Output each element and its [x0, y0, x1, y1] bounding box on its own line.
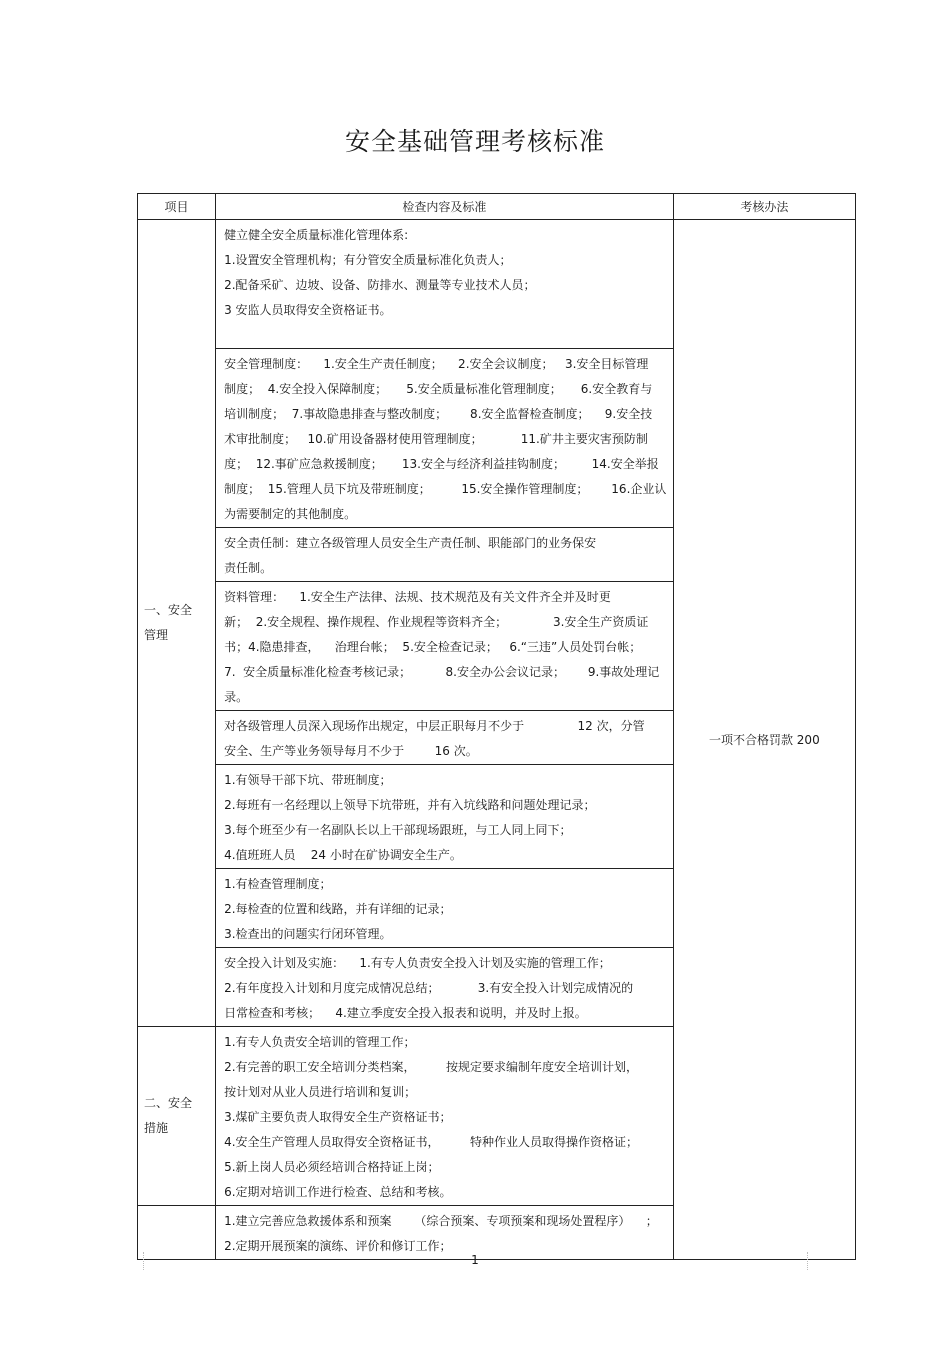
content-line: 制度； 15.管理人员下坑及带班制度； 15.安全操作管理制度； 16.企业认 — [224, 482, 667, 496]
content-line: 1.有专人负责安全培训的管理工作； — [224, 1035, 416, 1049]
content-line: 责任制。 — [224, 561, 273, 575]
content-line: 培训制度； 7.事故隐患排查与整改制度； 8.安全监督检查制度； 9.安全技 — [224, 407, 653, 421]
content-cell — [216, 582, 674, 711]
content-cell — [216, 869, 674, 948]
content-line: 2.每检查的位置和线路，并有详细的记录； — [224, 902, 452, 916]
content-line: 健立健全安全质量标准化管理体系: — [224, 228, 409, 242]
content-line: 6.定期对培训工作进行检查、总结和考核。 — [224, 1185, 452, 1199]
content-cell — [216, 349, 674, 528]
item-label: 措施 — [144, 1121, 169, 1135]
content-line: 4.安全生产管理人员取得安全资格证书， 特种作业人员取得操作资格证； — [224, 1135, 639, 1149]
content-line: 书；4.隐患排查， 治理台帐； 5.安全检查记录； 6.“三违”人员处罚台帐； — [224, 640, 642, 654]
content-cell — [216, 220, 674, 349]
content-line: 术审批制度； 10.矿用设备器材使用管理制度； 11.矿井主要灾害预防制 — [224, 432, 648, 446]
header-method: 考核办法 — [673, 194, 855, 220]
content-line: 安全管理制度： 1.安全生产责任制度； 2.安全会议制度； 3.安全目标管理 — [224, 357, 649, 371]
header-item: 项目 — [138, 194, 216, 220]
table-row — [138, 220, 856, 349]
content-line: 2.每班有一名经理以上领导下坑带班，并有入坑线路和问题处理记录； — [224, 798, 596, 812]
page-number: 1 — [471, 1253, 479, 1267]
content-line: 新； 2.安全规程、操作规程、作业规程等资料齐全； 3.安全生产资质证 — [224, 615, 649, 629]
header-content: 检查内容及标准 — [216, 194, 674, 220]
content-line: 安全责任制：建立各级管理人员安全生产责任制、职能部门的业务保安 — [224, 536, 597, 550]
content-line: 2.配备采矿、边坡、设备、防排水、测量等专业技术人员； — [224, 278, 536, 292]
content-line: 对各级管理人员深入现场作出规定，中层正职每月不少于 12 次，分管 — [224, 719, 645, 733]
content-line: 4.值班班人员 24 小时在矿协调安全生产。 — [224, 848, 462, 862]
item-cell — [138, 1206, 216, 1260]
item-cell — [138, 220, 216, 1027]
item-label: 管理 — [144, 628, 169, 642]
content-line: 1.建立完善应急救援体系和预案 （综合预案、专项预案和现场处置程序） ； — [224, 1214, 658, 1228]
content-cell — [216, 1206, 674, 1260]
content-line: 录。 — [224, 690, 249, 704]
content-line: 7. 安全质量标准化检查考核记录； 8.安全办公会议记录； 9.事故处理记 — [224, 665, 660, 679]
content-line: 1.有领导干部下坑、带班制度； — [224, 773, 392, 787]
content-line: 3.检查出的问题实行闭环管理。 — [224, 927, 392, 941]
content-line: 日常检查和考核； 4.建立季度安全投入报表和说明，并及时上报。 — [224, 1006, 587, 1020]
item-label: 一、安全 — [144, 603, 193, 617]
content-cell — [216, 711, 674, 765]
content-line: 3.每个班至少有一名副队长以上干部现场跟班，与工人同上同下； — [224, 823, 572, 837]
assessment-table — [137, 193, 856, 1260]
content-line: 为需要制定的其他制度。 — [224, 507, 357, 521]
content-line: 2.定期开展预案的演练、评价和修订工作； — [224, 1239, 452, 1253]
content-line: 制度； 4.安全投入保障制度； 5.安全质量标准化管理制度； 6.安全教育与 — [224, 382, 653, 396]
content-line: 按计划对从业人员进行培训和复训； — [224, 1085, 417, 1099]
content-line: 1.设置安全管理机构；有分管安全质量标准化负责人； — [224, 253, 512, 267]
table-header-row — [138, 194, 856, 220]
content-line: 资料管理： 1.安全生产法律、法规、技术规范及有关文件齐全并及时更 — [224, 590, 611, 604]
content-cell — [216, 765, 674, 869]
content-line — [224, 323, 667, 348]
content-cell — [216, 1027, 674, 1206]
content-cell — [216, 528, 674, 582]
content-line: 5.新上岗人员必须经培训合格持证上岗； — [224, 1160, 440, 1174]
content-line: 2.有年度投入计划和月度完成情况总结； 3.有安全投入计划完成情况的 — [224, 981, 634, 995]
content-line: 1.有检查管理制度； — [224, 877, 332, 891]
content-line: 2.有完善的职工安全培训分类档案， 按规定要求编制年度安全培训计划， — [224, 1060, 639, 1074]
content-line: 度； 12.事矿应急救援制度； 13.安全与经济利益挂钩制度； 14.安全举报 — [224, 457, 659, 471]
item-label: 二、安全 — [144, 1096, 193, 1110]
content-line: 安全投入计划及实施： 1.有专人负责安全投入计划及实施的管理工作； — [224, 956, 611, 970]
content-cell — [216, 948, 674, 1027]
method-cell: 一项不合格罚款 200 — [673, 220, 855, 1260]
item-cell — [138, 1027, 216, 1206]
page-title: 安全基础管理考核标准 — [344, 127, 605, 156]
content-line: 安全、生产等业务领导每月不少于 16 次。 — [224, 744, 478, 758]
content-line: 3.煤矿主要负责人取得安全生产资格证书； — [224, 1110, 452, 1124]
content-line: 3 安监人员取得安全资格证书。 — [224, 303, 392, 317]
